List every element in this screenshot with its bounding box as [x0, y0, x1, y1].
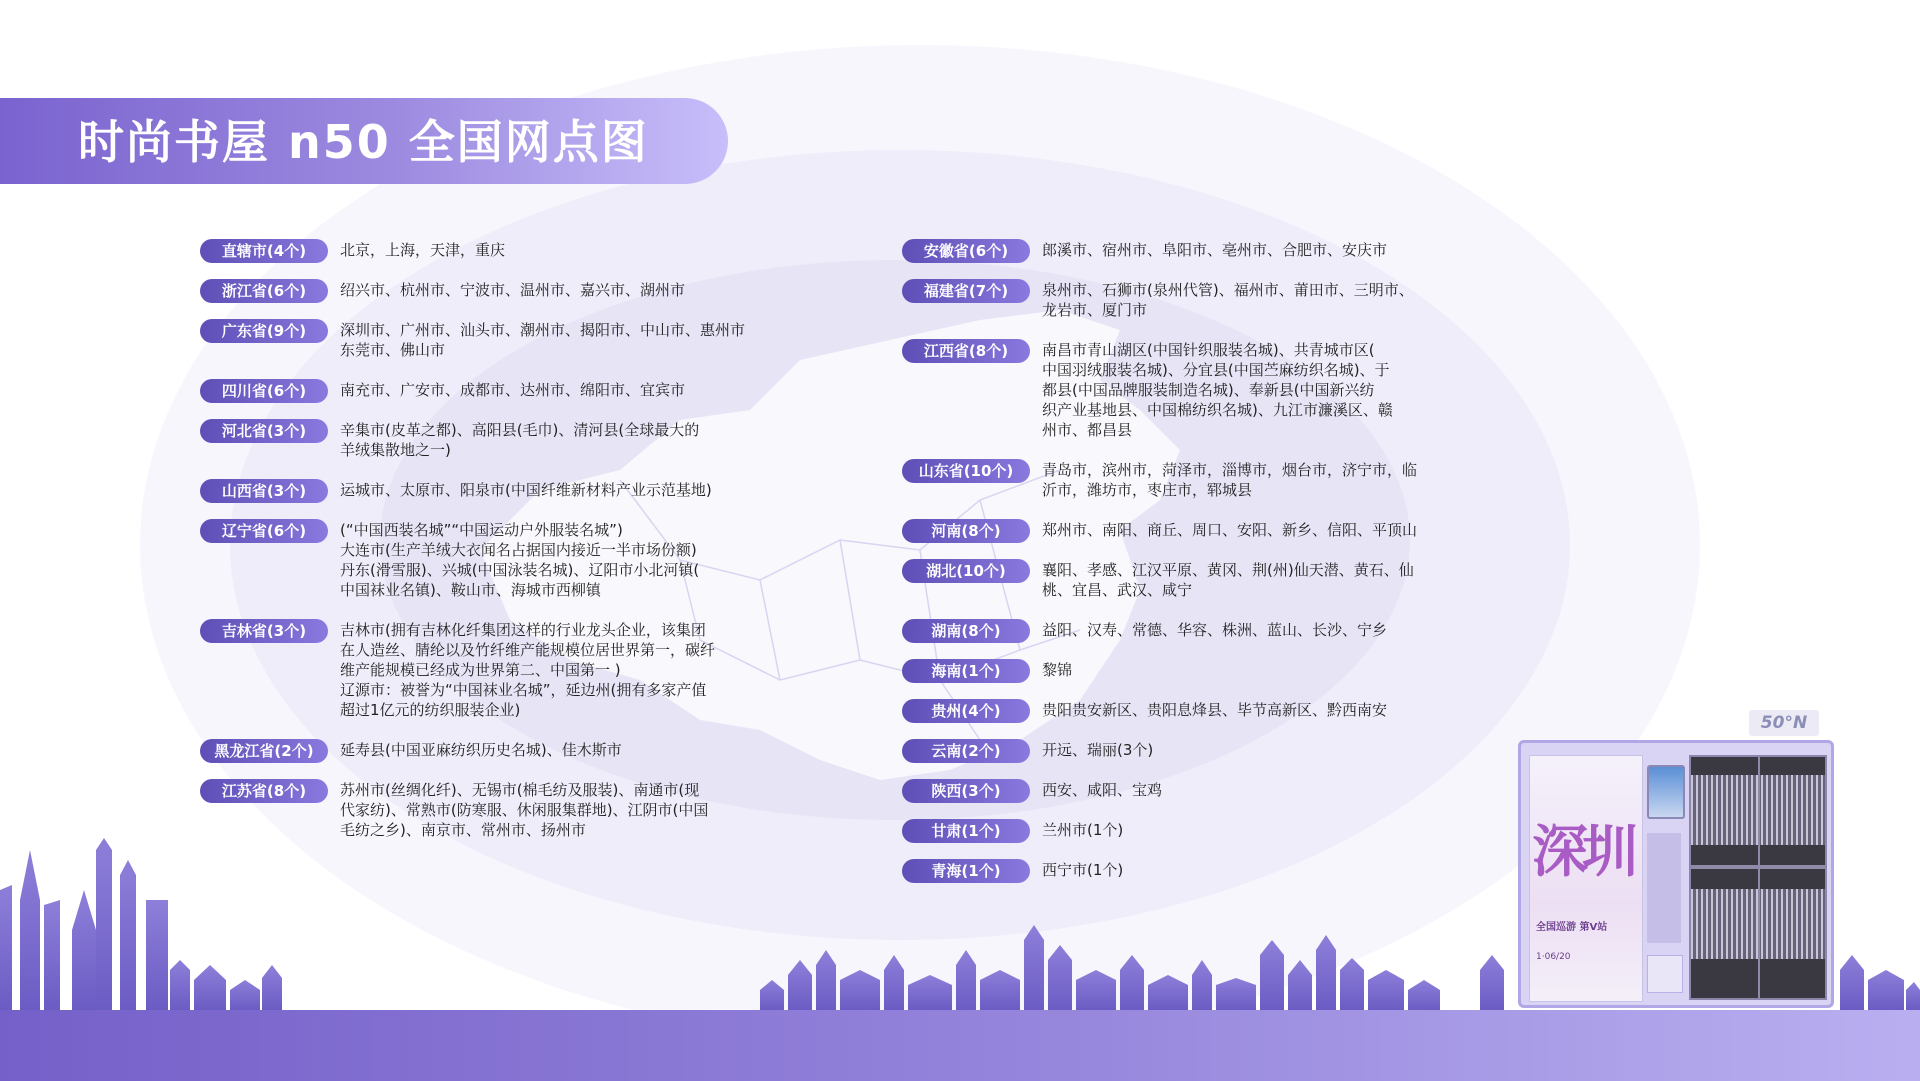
region-cities: 南昌市青山湖区(中国针织服装名城)、共青城市区( 中国羽绒服装名城)、分宜县(中国苎麻纺织名城)、于 都县(中国品牌服装制造名城)、奉新县(中国新兴纺 织产业基地县、中国棉纺织名城)、九江市濂溪区、赣 州市、都昌县 [1042, 341, 1393, 439]
region-badge: 青海(1个) [902, 859, 1030, 883]
region-badge: 安徽省(6个) [902, 239, 1030, 263]
region-badge: 山东省(10个) [902, 459, 1030, 483]
kiosk-poster [1529, 755, 1643, 1002]
region-row [200, 480, 770, 503]
region-row [200, 380, 770, 403]
region-cities: 开远、瑞丽(3个) [1042, 741, 1154, 759]
region-row [902, 520, 1452, 543]
region-cities: 西安、咸阳、宝鸡 [1042, 781, 1163, 799]
region-cities: 贵阳贵安新区、贵阳息烽县、毕节高新区、黔西南安 [1042, 701, 1388, 719]
region-row [902, 700, 1452, 723]
region-cities: 西宁市(1个) [1042, 861, 1124, 879]
region-badge: 海南(1个) [902, 659, 1030, 683]
region-cities: 兰州市(1个) [1042, 821, 1124, 839]
region-row [902, 240, 1452, 263]
region-row [902, 620, 1452, 643]
region-badge: 湖南(8个) [902, 619, 1030, 643]
region-badge: 广东省(9个) [200, 319, 328, 343]
region-row [902, 560, 1452, 600]
region-cities: 郎溪市、宿州市、阜阳市、亳州市、合肥市、安庆市 [1042, 241, 1388, 259]
region-cities: 襄阳、孝感、江汉平原、黄冈、荆(州)仙天潜、黄石、仙 桃、宜昌、武汉、咸宁 [1042, 561, 1414, 599]
region-badge: 湖北(10个) [902, 559, 1030, 583]
region-cities: 延寿县(中国亚麻纺织历史名城)、佳木斯市 [340, 741, 622, 759]
region-badge: 云南(2个) [902, 739, 1030, 763]
kiosk-wardrobe [1689, 755, 1827, 1000]
region-row [902, 280, 1452, 320]
region-badge: 浙江省(6个) [200, 279, 328, 303]
region-badge: 河北省(3个) [200, 419, 328, 443]
region-row [902, 740, 1452, 763]
region-row [200, 320, 770, 360]
kiosk-screen [1647, 765, 1685, 819]
region-cities: 北京，上海，天津，重庆 [340, 241, 506, 259]
kiosk-logo: 50°N [1749, 710, 1819, 736]
region-cities: 黎锦 [1042, 661, 1073, 679]
region-badge: 江苏省(8个) [200, 779, 328, 803]
poster-date: 1·06/20 [1536, 952, 1571, 962]
poster-city-name: 深圳 [1532, 819, 1632, 885]
kiosk-tray [1647, 955, 1683, 993]
kiosk-panel [1647, 833, 1681, 943]
region-badge: 黑龙江省(2个) [200, 739, 328, 763]
region-row [902, 340, 1452, 440]
region-badge: 四川省(6个) [200, 379, 328, 403]
region-cities: 郑州市、南阳、商丘、周口、安阳、新乡、信阳、平顶山 [1042, 521, 1418, 539]
region-badge: 陕西(3个) [902, 779, 1030, 803]
region-cities: 泉州市、石狮市(泉州代管)、福州市、莆田市、三明市、 龙岩市、厦门市 [1042, 281, 1414, 319]
region-cities: 南充市、广安市、成都市、达州市、绵阳市、宜宾市 [340, 381, 686, 399]
region-badge: 江西省(8个) [902, 339, 1030, 363]
region-badge: 甘肃(1个) [902, 819, 1030, 843]
region-badge: 吉林省(3个) [200, 619, 328, 643]
region-row [200, 240, 770, 263]
region-cities: 运城市、太原市、阳泉市(中国纤维新材料产业示范基地) [340, 481, 712, 499]
region-badge: 直辖市(4个) [200, 239, 328, 263]
region-row [200, 740, 770, 763]
region-row [200, 420, 770, 460]
region-row [200, 620, 770, 720]
region-badge: 河南(8个) [902, 519, 1030, 543]
kiosk-body [1518, 740, 1834, 1008]
kiosk-illustration [1516, 710, 1836, 1010]
region-cities: 辛集市(皮革之都)、高阳县(毛巾)、清河县(全球最大的 羊绒集散地之一) [340, 421, 700, 459]
region-cities: (“中国西装名城”“中国运动户外服装名城”) 大连市(生产羊绒大衣闻名占据国内接近一半市场份额) 丹东(滑雪服)、兴城(中国泳装名城)、辽阳市小北河镇( 中国袜业名镇)、鞍山市、海城市西柳镇 [340, 521, 700, 599]
region-row [902, 780, 1452, 803]
region-badge: 山西省(3个) [200, 479, 328, 503]
region-cities: 益阳、汉寿、常德、华容、株洲、蓝山、长沙、宁乡 [1042, 621, 1388, 639]
bottom-bar [0, 1010, 1920, 1081]
region-row [902, 460, 1452, 500]
region-badge: 贵州(4个) [902, 699, 1030, 723]
page-title: 时尚书屋 n50 全国网点图 [78, 115, 649, 169]
region-badge: 辽宁省(6个) [200, 519, 328, 543]
region-cities: 青岛市，滨州市，菏泽市，淄博市，烟台市，济宁市，临 沂市，潍坊市，枣庄市，郓城县 [1042, 461, 1418, 499]
region-cities: 吉林市(拥有吉林化纤集团这样的行业龙头企业，该集团 在人造丝、腈纶以及竹纤维产能规模位居世界第一，碳纤 维产能规模已经成为世界第二、中国第一 ) 辽源市：被誉为“中国袜业名城”，延边州(拥有多家产值 超过1亿元的纺织服装企业) [340, 621, 716, 719]
wardrobe-door-seam [1758, 757, 1760, 998]
region-cities: 深圳市、广州市、汕头市、潮州市、揭阳市、中山市、惠州市 东莞市、佛山市 [340, 321, 746, 359]
region-row [200, 280, 770, 303]
region-cities: 绍兴市、杭州市、宁波市、温州市、嘉兴市、湖州市 [340, 281, 686, 299]
region-cities: 苏州市(丝绸化纤)、无锡市(棉毛纺及服装)、南通市(现 代家纺)、常熟市(防寒服、休闲服集群地)、江阴市(中国 毛纺之乡)、南京市、常州市、扬州市 [340, 781, 709, 839]
region-row [200, 520, 770, 600]
poster-subtitle: 全国巡游 第V站 [1536, 922, 1608, 933]
region-badge: 福建省(7个) [902, 279, 1030, 303]
region-row [902, 660, 1452, 683]
